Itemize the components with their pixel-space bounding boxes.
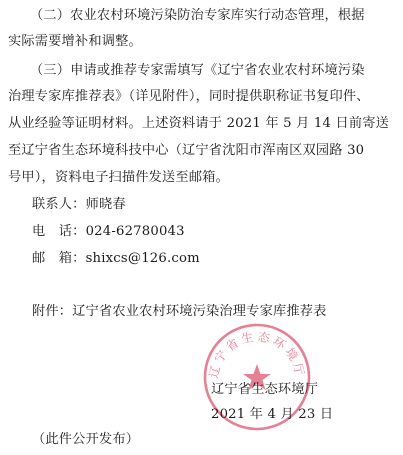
para2-line1: （二）农业农村环境污染防治专家库实行动态管理，根据 [30,8,365,23]
para3-line1: （三）申请或推荐专家需填写《辽宁省农业农村环境污染 [30,63,365,78]
para3-line3: 从业经验等证明材料。上述资料请于 2021 年 5 月 14 日前寄送 [8,116,390,131]
para3-line2: 治理专家库推荐表》（详见附件），同时提供职称证书复印件、 [8,89,370,104]
public-release-note: （此件公开发布） [32,432,140,447]
contact-person [32,197,126,213]
para2-line2: 实际需要增补和调整。 [8,34,142,49]
contact-email-label: 邮 箱： [32,251,86,266]
contact-phone [32,224,185,240]
svg-text:辽宁省生态环境厅: 辽宁省生态环境厅 [206,329,308,380]
contact-email [32,251,200,267]
attachment-text: 附件：辽宁省农业农村环境污染治理专家库推荐表 [32,304,327,319]
para3-line4: 至辽宁省生态环境科技中心（辽宁省沈阳市浑南区双园路 30 [8,143,365,158]
contact-person-value: 师晓春 [85,197,126,212]
contact-phone-label: 电 话： [32,224,86,239]
contact-person-label: 联系人： [32,197,86,212]
para3-line5: 号甲），资料电子扫描件发送至邮箱。 [8,170,229,185]
signature-date: 2021 年 4 月 23 日 [211,407,334,422]
signature-org: 辽宁省生态环境厅 [211,382,319,397]
contact-email-value: shixcs@126.com [85,251,200,266]
contact-phone-value: 024-62780043 [85,224,185,239]
